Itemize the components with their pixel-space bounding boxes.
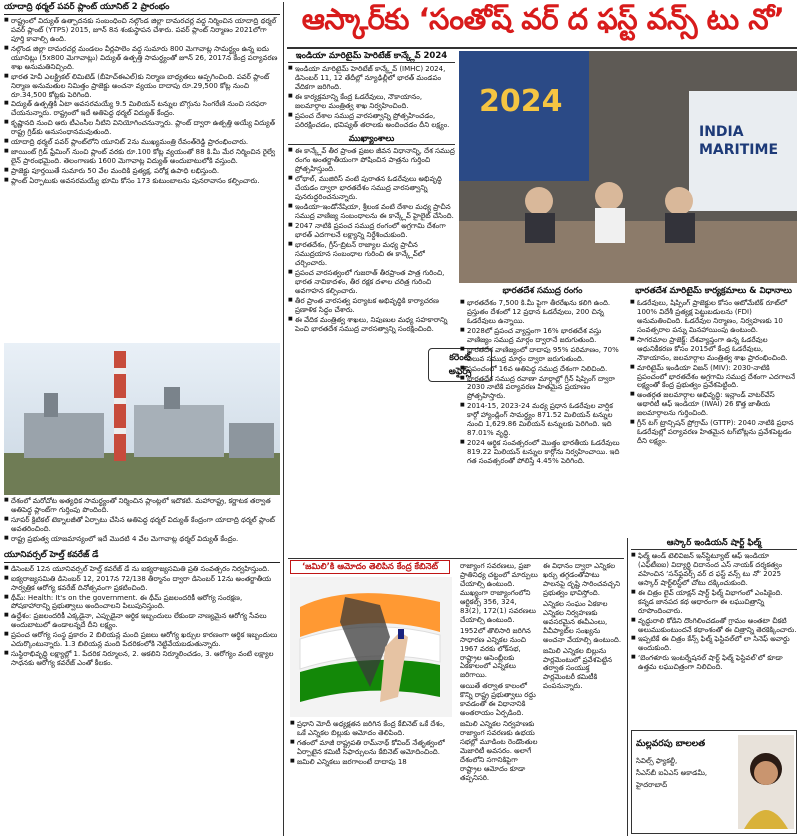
oscar-bullet: ■ వృద్ధురాలి కోడిని దొంగిలించడంతో గ్రామం అంతటా చీకటి అలుముకుంటుందనే కథాంశంతో ఈ చిత్రాన్ని తెరకెక్కించారు. xyxy=(631,617,797,635)
sagarmala-bullet: ■ గ్రీన్ టగ్ ట్రాన్సిషన్ ప్రోగ్రామ్ (GTTP): 2040 నాటికి ప్రధాన ఓడరేవుల్లో పర్యావరణ హితమైన టగ్‌బోట్లను ప్రవేశపెట్టడం దీని లక్ష్యం. xyxy=(630,419,797,446)
highlight-bullet: ■ భారతదేశం, గ్రీస్-బ్రిటన్ రాజ్యాల మధ్య ప్రాచీన సముద్రయాన సంబంధాల గురించి ఈ కాన్క్లేవ్‌లో చర్చించారు. xyxy=(288,241,455,268)
jamili-col3 xyxy=(543,562,623,834)
highlight-bullet: ■ ప్రపంచ వారసత్వంలో గుజరాత్ తీరప్రాంత పాత్ర గురించి, భారత నావికాదళం, తీర రక్షక దళాల చరిత్ర గురించి అవగాహన కల్పించారు. xyxy=(288,269,455,296)
ytps-bullet: ■ సూపర్ క్రిటికల్ టెక్నాలజీతో ఏర్పాటు చేసిన అతిపెద్ద థర్మల్ విద్యుత్ కేంద్రంగా యాదాద్రి థర్మల్ ప్లాంట్ అవతరించింది. xyxy=(4,516,280,534)
oscar-block xyxy=(631,538,797,698)
highlight-bullet: ■ ఈ వేదిక మంత్రిత్వ శాఖలు, నిపుణుల మధ్య సహకారాన్ని పెంచి భారతదేశ సముద్ర వారసత్వాన్ని సంరక్షించింది. xyxy=(288,316,455,334)
shipping-bullet: ■ 2024 ఆర్థిక సంవత్సరంలో మొత్తం భారతీయ ఓడరేవులు 819.22 మిలియన్ టన్నుల కార్గోను నిర్వహించాయి. ఇది గత సంవత్సరంతో పోలిస్తే 4.45% పెరిగింది. xyxy=(460,439,625,466)
shipping-title: భారతదేశ సముద్ర రంగం xyxy=(502,286,583,296)
highlight-bullet: ■ తీర ప్రాంత వారసత్వ పర్యాటక అభివృద్ధికి కార్యాచరణ ప్రణాళిక సిద్ధం చేశారు. xyxy=(288,297,455,315)
ytps-bullet: ■ యాదాద్రి థర్మల్ పవర్ ప్లాంట్‌లోని యూనిట్ 2ను ముఖ్యమంత్రి రేవంత్‌రెడ్డి ప్రారంభించారు. xyxy=(4,138,280,147)
conclave-illustration xyxy=(459,51,797,283)
jamili-top-rule xyxy=(288,558,624,559)
author-name: మల్లవరపు బాలలత xyxy=(636,739,706,749)
author-designation: సివిల్స్ ఫ్యాకల్టీ, xyxy=(636,757,678,765)
shipping-bullet: ■ భారతదేశం 7,500 కి.మీ పైగా తీరరేఖను కలిగి ఉంది. ప్రస్తుతం దేశంలో 12 ప్రధాన ఓడరేవులు, 200 చిన్న ఓడరేవులు ఉన్నాయి. xyxy=(460,299,625,326)
jamili-title: ‘జమిలి’కి ఆమోదం తెలిపిన కేంద్ర కేబినెట్ xyxy=(290,560,450,574)
svg-text:MARITIME: MARITIME xyxy=(699,142,779,158)
ytps-bullets xyxy=(4,17,280,186)
jamili-bullet: ■ ప్రధాని మోదీ అధ్యక్షతన జరిగిన కేంద్ర కేబినెట్ ఒకే దేశం, ఒకే ఎన్నికల బిల్లుకు ఆమోదం తెలిపింది. xyxy=(290,720,452,738)
section-title-uhc: యూనివర్సల్ హెల్త్ కవరేజ్ డే xyxy=(4,550,280,563)
oscar-title: ఆస్కార్ ఇండియన్ షార్ట్ ఫిల్మ్ xyxy=(631,538,797,550)
section-title-ytps: యాదాద్రి థర్మల్ పవర్ ప్లాంట్ యూనిట్ 2 ప్రారంభం xyxy=(4,2,280,15)
author-org: సీఎస్‌బీ ఐఏఎస్ అకాడమీ, xyxy=(636,769,708,777)
shipping-block xyxy=(460,286,625,556)
ytps-bullet: ■ విద్యుత్ ఉత్పత్తికి ఏటా అవసరమయ్యే 9.5 మిలియన్ టన్నుల బొగ్గును సింగరేణి నుంచి సరఫరా చేయనున్నారు. రాష్ట్రంలో ఇదే అతిపెద్ద థర్మల్ విద్యుత్ కేంద్రం. xyxy=(4,100,280,118)
power-plant-illustration xyxy=(4,343,280,495)
sagarmala-bullet: ■ సాగరమాల ప్రాజెక్ట్: దేశవ్యాప్తంగా ఉన్న ఓడరేవుల ఆధునికీకరణ కోసం 2015లో కేంద్ర ఓడరేవులు, నౌకాయానం, జలమార్గాల మంత్రిత్వ శాఖ ప్రారంభించింది. xyxy=(630,336,797,363)
ytps-bullets-continued xyxy=(4,497,280,544)
ytps-bullet: ■ ప్లాంట్ ఏర్పాటుకు అవసరమయ్యే భూమి కోసం 173 కుటుంబాలను పునరావాసం కల్పించారు. xyxy=(4,177,280,186)
imhc-title: ఇండియా మారిటైమ్ హెరిటేజ్ కాన్క్లేవ్ 2024 xyxy=(288,51,455,63)
sagarmala-bullet: ■ అంతర్గత జలమార్గాల అభివృద్ధి: ఇన్లాండ్ వాటర్‌వేస్ అథారిటీ ఆఫ్ ఇండియా (IWAI) 26 కొత్త జాతీయ జలమార్గాలను గుర్తించింది. xyxy=(630,391,797,418)
ytps-bullet: ■ రాష్ట్రంలో విద్యుత్ ఉత్పాదనకు సంబంధించి నల్గొండ జిల్లా దామరచర్ల వద్ద నిర్మించిన యాదాద్రి థర్మల్ పవర్ ప్లాంట్ (YTPS) 2015, జూన్ 8న శంకుస్థాపన చేశారు. పవర్ ప్లాంట్ నిర్మాణం 2021లోగా పూర్తి కావాల్సి ఉంది. xyxy=(4,17,280,44)
sagarmala-bullets xyxy=(630,299,797,446)
shipping-bullet: ■ 2014-15, 2023-24 మధ్య ప్రధాన ఓడరేవుల వార్షిక కార్గో హ్యాండ్లింగ్ సామర్థ్యం 871.52 మిలియన్ టన్నుల నుంచి 1,629.86 మిలియన్ టన్నులకు పెరిగింది. ఇది 87.01% వృద్ధి. xyxy=(460,402,625,438)
highlights-bullets xyxy=(288,147,455,333)
ytps-bullet: ■ రాష్ట్ర ప్రభుత్వ యాజమాన్యంలో ఇదే మొదటి 4 వేల మెగావాట్ల థర్మల్ విద్యుత్ కేంద్రం. xyxy=(4,535,280,544)
imhc-bullets xyxy=(288,65,455,130)
jamili-paragraph: జమిలి ఎన్నికల బిల్లును పార్లమెంటులో ప్రవేశపెట్టిన తర్వాత సంయుక్త పార్లమెంటరీ కమిటీకి పంపనున్నారు. xyxy=(543,646,613,691)
oscar-bullets xyxy=(631,552,797,672)
ytps-bullet: ■ దేశంలో మరోచోట అత్యధిక సామర్థ్యంతో నిర్మించిన ప్లాంట్లలో ఇదొకటి. మహారాష్ట్ర, కర్ణాటక తర్వాత అతిపెద్ద ప్లాంట్‌గా గుర్తింపు పొందింది. xyxy=(4,497,280,515)
conclave-photo xyxy=(459,51,797,283)
uhc-bullet: ■ ప్రపంచ ఆరోగ్య సంస్థ ప్రకారం 2 బిలియన్ల మంది ప్రజలు ఆరోగ్య ఖర్చుల కారణంగా ఆర్థిక ఇబ్బందులు ఎదుర్కొంటున్నారు. 1.3 బిలియన్ల మంది పేదరికంలోకి నెట్టివేయబడుతున్నారు. xyxy=(4,631,280,649)
imhc-block xyxy=(288,51,455,481)
ytps-bullet: ■ భారత హెవీ ఎలక్ట్రికల్ లిమిటెడ్ (బీహెచ్ఈఎల్)కు నిర్మాణ బాధ్యతలు అప్పగించింది. పవర్ ప్లాంట్ నిర్మాణ అనుమతుల నిమిత్తం ప్రాజెక్టు అంచనా వ్యయం దాదాపు రూ.29,500 కోట్ల నుంచి రూ.34,500 కోట్లకు పెరిగింది. xyxy=(4,73,280,100)
highlights-title: ముఖ్యాంశాలు xyxy=(288,134,455,146)
oscar-divider xyxy=(627,538,628,836)
shipping-bullet: ■ భారతదేశ వాణిజ్యంలో దాదాపు 95% పరిమాణం, 70% విలువ సముద్ర మార్గం ద్వారా జరుగుతుంది. xyxy=(460,346,625,364)
jamili-paragraph: అయితే తర్వాత కాలంలో కొన్ని రాష్ట్ర ప్రభుత్వాలు రద్దు కావడంతో ఈ విధానానికి అంతరాయం ఏర్పడింది. xyxy=(460,682,536,718)
jamili-col2 xyxy=(460,562,538,834)
ytps-bullet: ■ నల్గొండ జిల్లా దామరచర్ల మండలం వీర్లపాలెం వద్ద సుమారు 800 మెగావాట్ల సామర్థ్యం ఉన్న ఐదు యూనిట్లు (5x800 మెగావాట్లు) విద్యుత్ ఉత్పత్తి సామర్థ్యంతో జూన్ 26, 2017న కేంద్ర పర్యావరణ శాఖ అనుమతినిచ్చింది. xyxy=(4,45,280,72)
uhc-bullet: ■ ఉద్దేశం: ప్రజలందరికీ ఎక్కడైనా, ఎప్పుడైనా ఆర్థిక ఇబ్బందులు లేకుండా నాణ్యమైన ఆరోగ్య సేవలు అందుబాటులో ఉండాలన్నదే దీని లక్ష్యం. xyxy=(4,612,280,630)
page-headline: ఆస్కార్‌కు ‘సంతోష్ వర్ ద ఫస్ట్ వన్స్ టు నో’ xyxy=(301,4,785,36)
jamili-bullets xyxy=(290,720,452,767)
column-divider xyxy=(283,2,284,836)
shipping-bullets xyxy=(460,299,625,466)
highlight-bullet: ■ ఇండియా-ఇండోనేషియా, శ్రీలంక వంటి దేశాల మధ్య ప్రాచీన సముద్ర వాణిజ్య సంబంధాలను ఈ కాన్క్లేవ్ హైలైట్ చేసింది. xyxy=(288,203,455,221)
svg-text:2024: 2024 xyxy=(479,84,563,119)
author-city: హైదరాబాద్ xyxy=(636,781,668,789)
ytps-bullet: ■ కృష్ణానది నుంచి ఆరు టీఎంసీల నీటిని వినియోగించనున్నారు. ప్లాంట్ ద్వారా ఉత్పత్తి అయ్యే విద్యుత్ రాష్ట్ర గ్రిడ్‌కు అనుసంధానమవుతుంది. xyxy=(4,119,280,137)
svg-text:INDIA: INDIA xyxy=(699,124,744,140)
oscar-bullet: ■ ఈ చిత్రం లైవ్ యాక్షన్ షార్ట్ ఫిల్మ్ విభాగంలో ఎంపికైంది. కన్నడ జానపద కథ ఆధారంగా ఈ లఘుచిత్రాన్ని రూపొందించారు. xyxy=(631,589,797,616)
sagarmala-block xyxy=(630,286,797,536)
stamp-line2: అఫైర్స్ xyxy=(448,367,472,377)
headline-rule xyxy=(287,47,797,49)
highlight-bullet: ■ లోథాల్, ముజిరిస్ వంటి పురాతన ఓడరేవులు అభివృద్ధి చేయడం ద్వారా భారతదేశం సముద్ర వారసత్వాన్ని పునరుద్ధరించనున్నారు. xyxy=(288,175,455,202)
shipping-bullet: ■ భారతదేశ సముద్ర రవాణా మార్గాల్లో గ్రీన్ షిప్పింగ్ ద్వారా 2030 నాటికి పర్యావరణ హితమైన ప్రయాణం ప్రోత్సహిస్తారు. xyxy=(460,375,625,402)
oscar-bullet: ■ ‘బెంగళూరు ఇంటర్నేషనల్ షార్ట్ ఫిల్మ్ ఫెస్టివల్’లో కూడా ఉత్తమ లఘుచిత్రంగా నిలిచింది. xyxy=(631,654,797,672)
imhc-bullet: ■ ఇండియా మారిటైమ్ హెరిటేజ్ కాన్క్లేవ్ (IMHC) 2024, డిసెంబర్ 11, 12 తేదీల్లో న్యూఢిల్లీలో భారత్ మండపం వేదికగా జరిగింది. xyxy=(288,65,455,92)
jamili-paragraph: రాజ్యాంగ సవరణలు, ప్రజా ప్రాతినిధ్య చట్టంలో మార్పులు చేయాల్సి ఉంటుంది. ముఖ్యంగా రాజ్యాంగంలోని ఆర్టికల్స్ 356, 324, 83(2), 172(1) సవరణలు చేయాల్సి ఉంటుంది. xyxy=(460,562,538,624)
jamili-bullet: ■ జమిలి ఎన్నికలు జరగాలంటే దాదాపు 18 xyxy=(290,758,452,767)
imhc-bullet: ■ ఈ కార్యక్రమాన్ని కేంద్ర ఓడరేవులు, నౌకాయానం, జలమార్గాల మంత్రిత్వ శాఖ నిర్వహించింది. xyxy=(288,93,455,111)
sagarmala-bullet: ■ మారిటైమ్ ఇండియా విజన్ (MIV): 2030-నాటికి ప్రపంచంలో భారతదేశం అగ్రగామి సముద్ర దేశంగా ఎదగాలనే లక్ష్యంతో కేంద్ర ప్రభుత్వం ప్రవేశపెట్టింది. xyxy=(630,364,797,391)
jamili-paragraph: ఎన్నికల సంఘం ఏకకాల ఎన్నికల నిర్వహణకు అవసరమైన ఈవీఎంలు, వీవీప్యాట్‌ల సంఖ్యను అంచనా వేయాల్సి ఉంటుంది. xyxy=(543,599,622,644)
shipping-bullet: ■ ప్రపంచంలో 16వ అతిపెద్ద సముద్ర దేశంగా నిలిచింది. xyxy=(460,365,625,374)
uhc-bullet: ■ ఐక్యరాజ్యసమితి డిసెంబర్ 12, 2017న 72/138 తీర్మానం ద్వారా డిసెంబర్ 12ను అంతర్జాతీయ సార్వత్రిక ఆరోగ్య కవరేజ్ దినోత్సవంగా ప్రకటించింది. xyxy=(4,575,280,593)
jamili-col2-paras xyxy=(460,562,538,783)
uhc-bullet: ■ డిసెంబర్ 12న యూనివర్సల్ హెల్త్ కవరేజ్ డే ను ఐక్యరాజ్యసమితి ప్రతి సంవత్సరం నిర్వహిస్తుంది. xyxy=(4,565,280,574)
jamili-col3-paras xyxy=(543,562,623,691)
author-photo xyxy=(738,735,794,829)
jamili-bullet: ■ గతంలో మాజీ రాష్ట్రపతి రామ్‌నాథ్ కోవింద్ నేతృత్వంలో ఏర్పాటైన కమిటీ సిఫార్సులను కేబినెట్ ఆమోదించింది. xyxy=(290,739,452,757)
sagarmala-title: భారతదేశ మారిటైమ్ కార్యక్రమాలు & విధానాలు xyxy=(635,286,792,296)
left-column-lower xyxy=(4,497,280,835)
jamili-col1 xyxy=(290,720,452,835)
jamili-paragraph: 1952లో తొలిసారి జరిగిన సాధారణ ఎన్నికల నుంచి 1967 వరకు లోక్‌సభ, రాష్ట్రాల అసెంబ్లీలకు ఏకకాలంలో ఎన్నికలు జరిగాయి. xyxy=(460,626,531,680)
shipping-bullet: ■ 2028లో ప్రపంచ వ్యాప్తంగా 16% భారతదేశ వస్తు వాణిజ్యం సముద్ర మార్గం ద్వారానే జరుగుతుంది. xyxy=(460,327,625,345)
uhc-bullet: ■ సుస్థిరాభివృద్ధి లక్ష్యాల్లో 1. పేదరిక నిర్మూలన, 2. ఆకలిని నిర్మూలించడం, 3. ఆరోగ్యం వంటి లక్ష్యాల సాధనకు ఆరోగ్య కవరేజ్ ఎంతో కీలకం. xyxy=(4,650,280,668)
jamili-paragraph: జమిలి ఎన్నికల నిర్వహణకు రాజ్యాంగ సవరణకు ఉభయ సభల్లో మూడింట రెండొంతుల మెజారిటీ అవసరం. అలాగే దేశంలోని సగానికిపైగా రాష్ట్రాల ఆమోదం కూడా తప్పనిసరి. xyxy=(460,720,538,782)
imhc-bullet: ■ ప్రపంచ దేశాల సముద్ర వారసత్వాన్ని ప్రోత్సహించడం, పరిరక్షించడం, భవిష్యత్ తరాలకు అందించడం దీని లక్ష్యం. xyxy=(288,112,455,130)
india-map-vote-illustration xyxy=(290,577,452,717)
sagarmala-bullet: ■ ఓడరేవులు, షిప్పింగ్ ప్రాజెక్టుల కోసం ఆటోమేటిక్ రూట్‌లో 100% విదేశీ ప్రత్యక్ష పెట్టుబడులను (FDI) అనుమతించింది. ఓడరేవుల నిర్మాణం, నిర్వహణకు 10 సంవత్సరాల పన్ను మినహాయింపు ఉంటుంది. xyxy=(630,299,797,335)
ytps-bullet: ■ జాయింట్ గ్రిడ్ ఫ్రేమింగ్ నుంచి ప్లాంట్ వరకు రూ.100 కోట్ల వ్యయంతో 88 కి.మీ మేర నిర్మించిన రైల్వే లైన్ ప్రారంభమైంది. తెలంగాణకు 1600 మెగావాట్ల విద్యుత్ అందుబాటులోకి వస్తుంది. xyxy=(4,148,280,166)
ytps-bullet: ■ ప్రాజెక్టు పూర్తయితే సుమారు 50 వేల మందికి ప్రత్యక్ష, పరోక్ష ఉపాధి లభిస్తుంది. xyxy=(4,167,280,176)
highlight-bullet: ■ 2047 నాటికి ప్రపంచ సముద్ర రంగంలో అగ్రగామి దేశంగా భారత్ ఎదగాలనే లక్ష్యాన్ని నిర్దేశించుకుంది. xyxy=(288,222,455,240)
oscar-bullet: ■ ఫిల్మ్ అండ్ టెలివిజన్ ఇన్‌స్టిట్యూట్ ఆఫ్ ఇండియా (ఎఫ్‌టీఐఐ) విద్యార్థి చిదానంద ఎస్ నాయక్ దర్శకత్వం వహించిన ‘సన్‌ఫ్లవర్స్ వర్ ద ఫస్ట్ వన్స్ టు నో’ 2025 ఆస్కార్ షార్ట్‌లిస్ట్‌లో చోటు దక్కించుకుంది. xyxy=(631,552,797,588)
uhc-bullets xyxy=(4,565,280,668)
highlight-bullet: ■ ఈ కాన్క్లేవ్ తీర ప్రాంత ప్రజల జీవన విధానాన్ని, దేశ సముద్ర రంగం అంతర్జాతీయంగా పోషించిన పాత్రను గుర్తించి ప్రోత్సహిస్తుంది. xyxy=(288,147,455,174)
uhc-bullet: ■ థీమ్: Health: It's on the government. ఈ థీమ్ ప్రజలందరికీ ఆరోగ్య సంరక్షణ, పోషకాహారాన్ని ప్రభుత్వాలు అందించాలని పిలుపునిస్తుంది. xyxy=(4,594,280,612)
stamp-line1: కరెంట్ xyxy=(449,353,471,363)
jamili-paragraph: ఈ విధానం ద్వారా ఎన్నికల ఖర్చు తగ్గడంతోపాటు పాలనపై దృష్టి సారించవచ్చని ప్రభుత్వం భావిస్తోంది. xyxy=(543,562,621,597)
author-portrait xyxy=(738,735,794,829)
author-box xyxy=(631,730,797,834)
oscar-bullet: ■ ఇప్పటికే ఈ చిత్రం కేన్స్ ఫిల్మ్ ఫెస్టివల్‌లో లా సినెఫ్ అవార్డు అందుకుంది. xyxy=(631,635,797,653)
power-plant-photo xyxy=(4,343,280,495)
voting-finger-photo xyxy=(290,577,452,717)
